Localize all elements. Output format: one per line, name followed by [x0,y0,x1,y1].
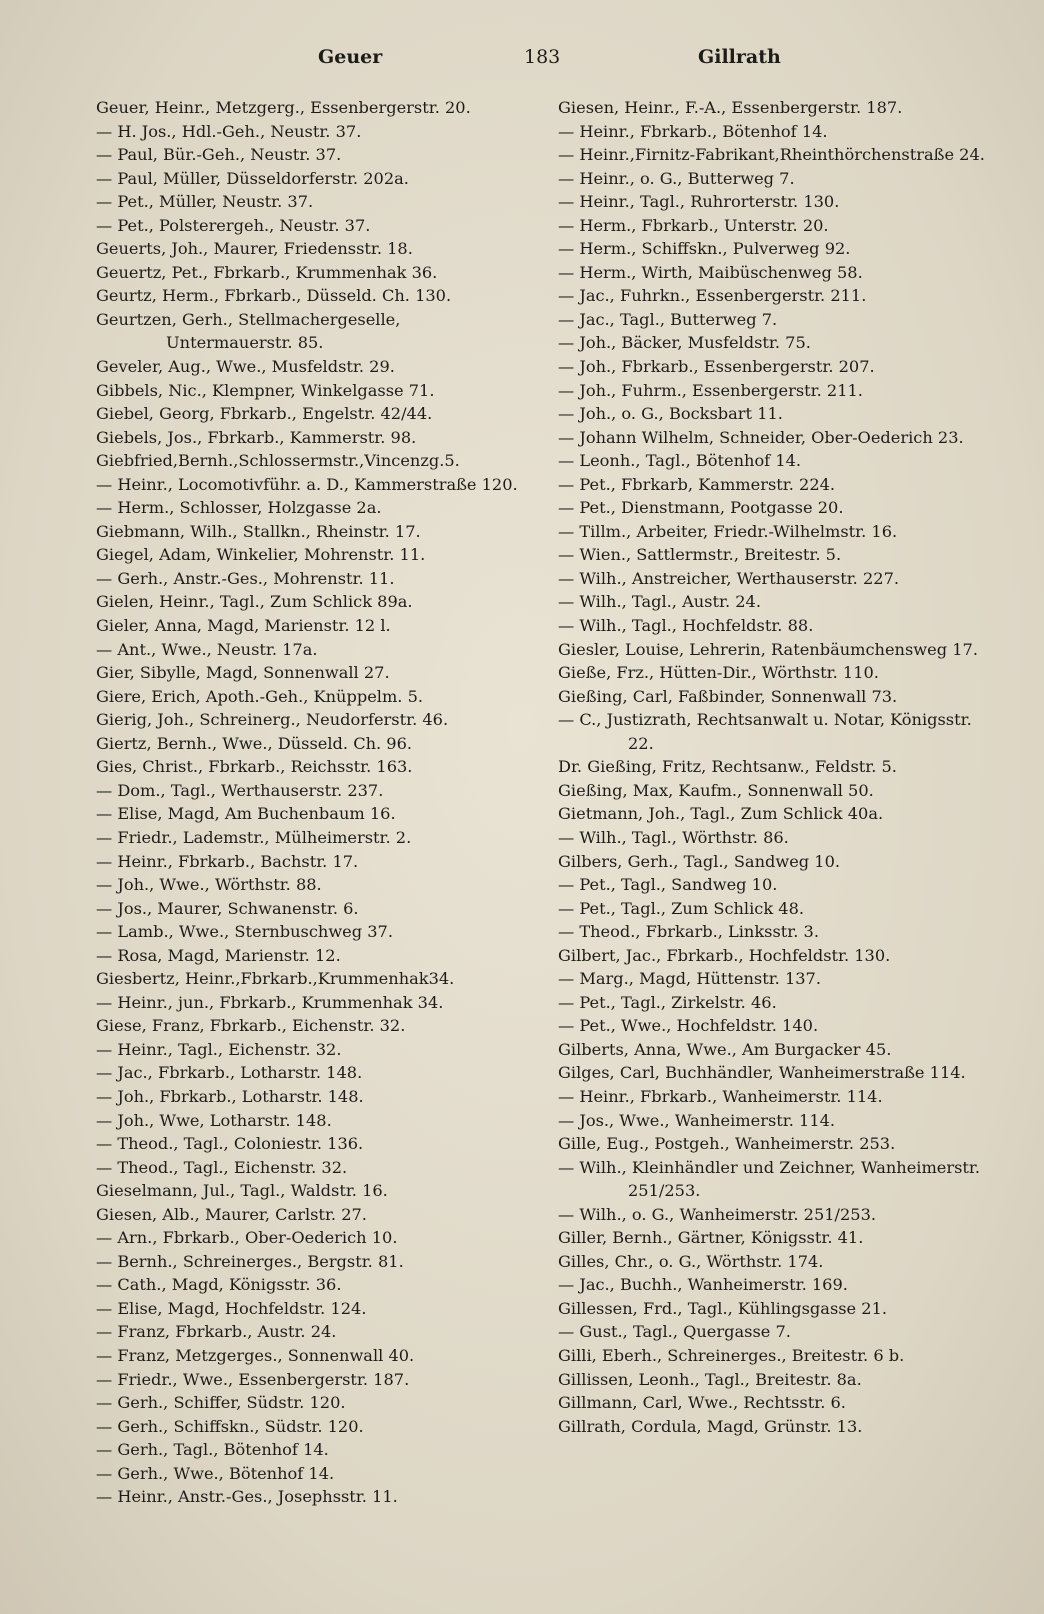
directory-entry: Gier, Sibylle, Magd, Sonnenwall 27. [96,663,390,683]
header-left-name: Geuer [318,46,383,68]
directory-entry: — Wilh., Kleinhändler und Zeichner, Wanheimerstr. 251/253. [558,1157,981,1201]
directory-entry: Geveler, Aug., Wwe., Musfeldstr. 29. [96,357,395,377]
directory-entry: Giebel, Georg, Fbrkarb., Engelstr. 42/44. [96,404,433,424]
directory-entry: Geuer, Heinr., Metzgerg., Essenbergerstr. 20. [96,98,471,117]
directory-entry: — Cath., Magd, Königsstr. 36. [96,1275,342,1295]
directory-entry: — Paul, Bür.-Geh., Neustr. 37. [96,145,342,165]
directory-entry: — Theod., Tagl., Eichenstr. 32. [96,1157,348,1177]
directory-entry: — Elise, Magd, Hochfeldstr. 124. [96,1298,367,1318]
directory-entry: — Pet., Dienstmann, Pootgasse 20. [558,498,844,518]
directory-entry: — Paul, Müller, Düsseldorferstr. 202a. [96,168,409,188]
directory-entry: Gilbers, Gerh., Tagl., Sandweg 10. [558,851,841,871]
directory-entry: — Pet., Müller, Neustr. 37. [96,192,314,212]
directory-entry: — Gust., Tagl., Quergasse 7. [558,1322,791,1342]
directory-entry: Gieselmann, Jul., Tagl., Waldstr. 16. [96,1181,388,1201]
directory-entry: Geurtz, Herm., Fbrkarb., Düsseld. Ch. 130. [96,286,452,306]
directory-entry: — Tillm., Arbeiter, Friedr.-Wilhelmstr. 16. [558,521,898,541]
directory-entry: — Herm., Wirth, Maibüschenweg 58. [558,262,863,282]
directory-entry: — Gerh., Tagl., Bötenhof 14. [96,1440,329,1460]
directory-entry: Gillessen, Frd., Tagl., Kühlingsgasse 21. [558,1298,888,1318]
directory-entry: Gierig, Joh., Schreinerg., Neudorferstr. 46. [96,710,449,730]
directory-entry: — Marg., Magd, Hüttenstr. 137. [558,969,821,989]
directory-entry: — C., Justizrath, Rechtsanwalt u. Notar, Königsstr. 22. [558,710,972,753]
directory-entry: Giebels, Jos., Fbrkarb., Kammerstr. 98. [96,427,417,447]
directory-entry: Gilbert, Jac., Fbrkarb., Hochfeldstr. 130. [558,945,891,965]
directory-entry: Giller, Bernh., Gärtner, Königsstr. 41. [558,1228,864,1248]
directory-entry: — Heinr., Tagl., Eichenstr. 32. [96,1039,342,1059]
directory-entry: Gieler, Anna, Magd, Marienstr. 12 l. [96,616,391,636]
directory-entry: Geuertz, Pet., Fbrkarb., Krummenhak 36. [96,262,438,282]
directory-entry: — Pet., Polsterergeh., Neustr. 37. [96,215,371,235]
right-column [558,96,988,1438]
directory-entry: — Jac., Buchh., Wanheimerstr. 169. [558,1275,848,1295]
directory-entry: — Wilh., Anstreicher, Werthauserstr. 227. [558,568,900,588]
directory-entry: — Heinr.,Firnitz-Fabrikant,Rheinthörchenstraße 24. [558,145,985,165]
directory-entry: Gies, Christ., Fbrkarb., Reichsstr. 163. [96,757,413,777]
directory-entry: — Jac., Fbrkarb., Lotharstr. 148. [96,1063,363,1083]
directory-entry: — Gerh., Schiffskn., Südstr. 120. [96,1416,364,1436]
directory-entry: Gießing, Max, Kaufm., Sonnenwall 50. [558,780,874,800]
directory-entry: — Jac., Fuhrkn., Essenbergerstr. 211. [558,286,867,306]
directory-entry: Giesen, Alb., Maurer, Carlstr. 27. [96,1204,367,1224]
directory-entry: — Rosa, Magd, Marienstr. 12. [96,945,341,965]
directory-entry: Giese, Franz, Fbrkarb., Eichenstr. 32. [96,1016,406,1036]
directory-entry: — Theod., Tagl., Coloniestr. 136. [96,1134,364,1154]
directory-entry: — Herm., Schlosser, Holzgasse 2a. [96,498,382,518]
directory-entry: — Heinr., Anstr.-Ges., Josephsstr. 11. [96,1487,398,1507]
directory-entry: — Herm., Fbrkarb., Unterstr. 20. [558,215,829,235]
directory-entry: Gilges, Carl, Buchhändler, Wanheimerstraße 114. [558,1063,966,1083]
directory-entry: — Lamb., Wwe., Sternbuschweg 37. [96,922,394,942]
directory-entry: — Jos., Maurer, Schwanenstr. 6. [96,898,359,918]
directory-entry: — Joh., Wwe., Wörthstr. 88. [96,875,322,895]
directory-entry: — Franz, Fbrkarb., Austr. 24. [96,1322,337,1342]
directory-entry: Giegel, Adam, Winkelier, Mohrenstr. 11. [96,545,426,565]
directory-entry: — Pet., Tagl., Zirkelstr. 46. [558,992,777,1012]
directory-entry: Giebfried,Bernh.,Schlossermstr.,Vincenzg.5. [96,451,460,471]
directory-entry: — Bernh., Schreinerges., Bergstr. 81. [96,1251,404,1271]
directory-entry: Gilli, Eberh., Schreinerges., Breitestr. 6 b. [558,1345,905,1365]
directory-entry: — Heinr., Fbrkarb., Bötenhof 14. [558,121,828,141]
page-header [96,46,976,76]
directory-entry: — Wien., Sattlermstr., Breitestr. 5. [558,545,842,565]
directory-entry: Gielen, Heinr., Tagl., Zum Schlick 89a. [96,592,413,612]
directory-entry: Giere, Erich, Apoth.-Geh., Knüppelm. 5. [96,686,424,706]
directory-entry: — Pet., Fbrkarb, Kammerstr. 224. [558,474,836,494]
directory-entry: — Arn., Fbrkarb., Ober-Oederich 10. [96,1228,398,1248]
directory-entry: — Pet., Tagl., Zum Schlick 48. [558,898,805,918]
directory-entry: — Heinr., Tagl., Ruhrorterstr. 130. [558,192,840,212]
page-number: 183 [524,46,561,68]
directory-entry: — Joh., o. G., Bocksbart 11. [558,404,783,424]
directory-entry: Gille, Eug., Postgeh., Wanheimerstr. 253. [558,1134,896,1154]
directory-entry: — Dom., Tagl., Werthauserstr. 237. [96,780,384,800]
directory-entry: Geurtzen, Gerh., Stellmachergeselle, Untermauerstr. 85. [96,309,401,353]
directory-entry: — Theod., Fbrkarb., Linksstr. 3. [558,922,819,942]
directory-entry: Gillmann, Carl, Wwe., Rechtsstr. 6. [558,1393,846,1413]
directory-entry: — Pet., Wwe., Hochfeldstr. 140. [558,1016,819,1036]
directory-entry: Dr. Gießing, Fritz, Rechtsanw., Feldstr. 5. [558,757,897,777]
directory-entry: — Jos., Wwe., Wanheimerstr. 114. [558,1110,836,1130]
directory-entry: Giesler, Louise, Lehrerin, Ratenbäumchensweg 17. [558,639,978,659]
directory-entry: — Joh., Bäcker, Musfeldstr. 75. [558,333,811,353]
directory-entry: — H. Jos., Hdl.-Geh., Neustr. 37. [96,121,362,141]
directory-entry: — Gerh., Wwe., Bötenhof 14. [96,1463,335,1483]
directory-entry: — Joh., Wwe, Lotharstr. 148. [96,1110,332,1130]
directory-entry: Geuerts, Joh., Maurer, Friedensstr. 18. [96,239,413,259]
directory-entry: — Heinr., Fbrkarb., Wanheimerstr. 114. [558,1086,883,1106]
directory-entry: Gilles, Chr., o. G., Wörthstr. 174. [558,1251,824,1271]
directory-entry: — Wilh., o. G., Wanheimerstr. 251/253. [558,1204,877,1224]
directory-entry: Gillissen, Leonh., Tagl., Breitestr. 8a. [558,1369,862,1389]
directory-entry: Giebmann, Wilh., Stallkn., Rheinstr. 17. [96,521,421,541]
directory-entry: Gietmann, Joh., Tagl., Zum Schlick 40a. [558,804,884,824]
directory-entry: — Ant., Wwe., Neustr. 17a. [96,639,318,659]
directory-entry: — Jac., Tagl., Butterweg 7. [558,309,778,329]
directory-entry: — Joh., Fuhrm., Essenbergerstr. 211. [558,380,863,400]
directory-entry: — Wilh., Tagl., Austr. 24. [558,592,761,612]
directory-entry: — Johann Wilhelm, Schneider, Ober-Oederich 23. [558,427,964,447]
directory-entry: — Gerh., Schiffer, Südstr. 120. [96,1393,346,1413]
directory-entry: Gieße, Frz., Hütten-Dir., Wörthstr. 110. [558,663,879,683]
directory-entry: — Heinr., Fbrkarb., Bachstr. 17. [96,851,359,871]
directory-entry: — Franz, Metzgerges., Sonnenwall 40. [96,1345,415,1365]
directory-entry: Giesbertz, Heinr.,Fbrkarb.,Krummenhak34. [96,969,455,989]
directory-entry: Gießing, Carl, Faßbinder, Sonnenwall 73. [558,686,898,706]
directory-entry: — Wilh., Tagl., Wörthstr. 86. [558,827,789,847]
directory-entry: — Friedr., Lademstr., Mülheimerstr. 2. [96,827,412,847]
directory-entry: — Leonh., Tagl., Bötenhof 14. [558,451,802,471]
directory-entry: Giertz, Bernh., Wwe., Düsseld. Ch. 96. [96,733,413,753]
left-column [96,96,526,1509]
directory-entry: — Joh., Fbrkarb., Essenbergerstr. 207. [558,357,875,377]
directory-entry: — Herm., Schiffskn., Pulverweg 92. [558,239,851,259]
directory-entry: — Elise, Magd, Am Buchenbaum 16. [96,804,396,824]
directory-entry: — Pet., Tagl., Sandweg 10. [558,875,778,895]
directory-entry: — Heinr., jun., Fbrkarb., Krummenhak 34. [96,992,444,1012]
directory-entry: — Gerh., Anstr.-Ges., Mohrenstr. 11. [96,568,395,588]
directory-entry: Gillrath, Cordula, Magd, Grünstr. 13. [558,1416,863,1436]
directory-entry: — Friedr., Wwe., Essenbergerstr. 187. [96,1369,410,1389]
directory-entry: Giesen, Heinr., F.-A., Essenbergerstr. 187. [558,98,903,117]
directory-entry: Gilberts, Anna, Wwe., Am Burgacker 45. [558,1039,892,1059]
directory-entry: — Wilh., Tagl., Hochfeldstr. 88. [558,616,814,636]
directory-entry: Gibbels, Nic., Klempner, Winkelgasse 71. [96,380,435,400]
directory-entry: — Joh., Fbrkarb., Lotharstr. 148. [96,1086,364,1106]
directory-entry: — Heinr., Locomotivführ. a. D., Kammerstraße 120. [96,474,518,494]
directory-entry: — Heinr., o. G., Butterweg 7. [558,168,795,188]
header-right-name: Gillrath [698,46,781,68]
